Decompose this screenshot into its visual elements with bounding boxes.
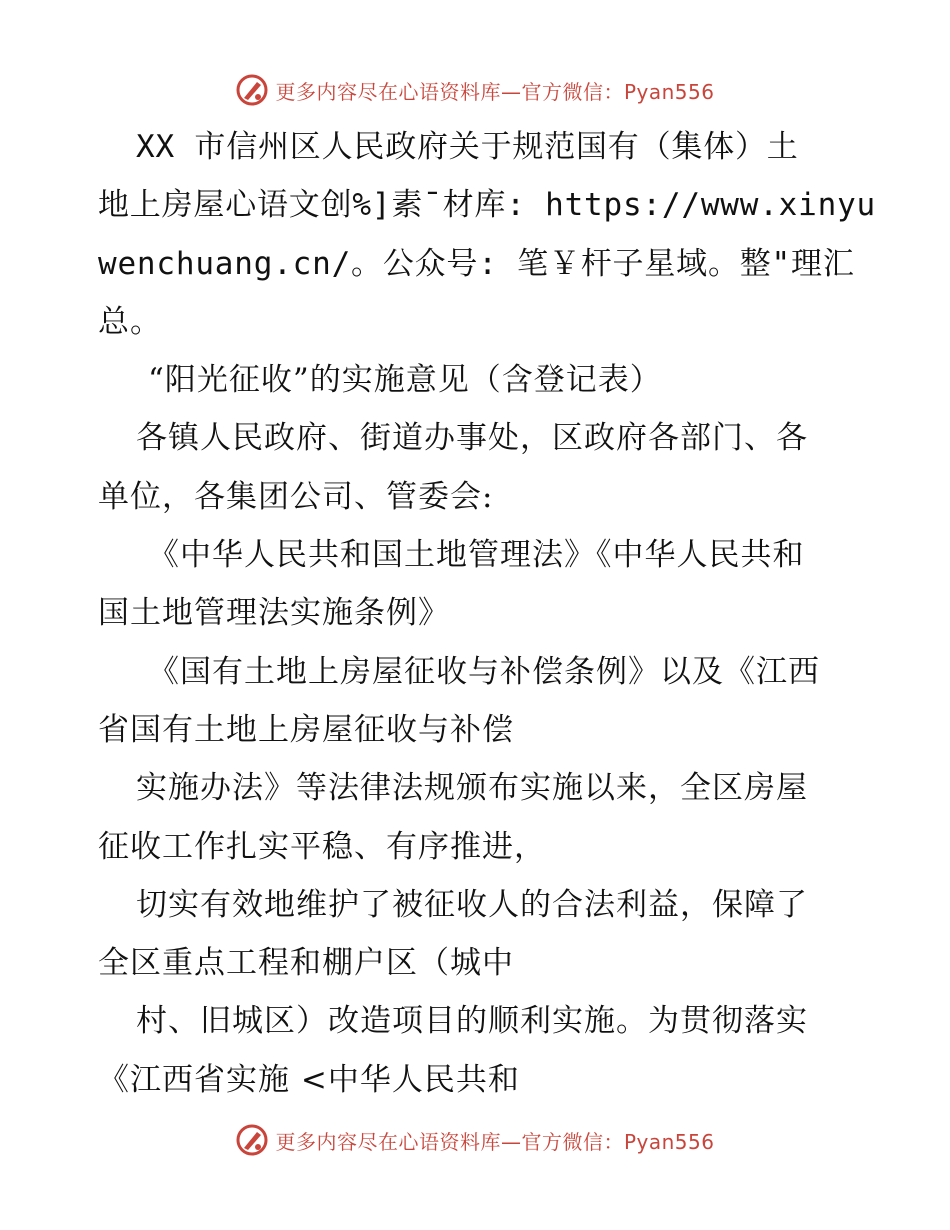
text-line-4: 总。 [98,303,162,340]
text-line-9: 国土地管理法实施条例》 [98,595,450,632]
text-line-1: XX 市信州区人民政府关于规范国有（集体）土 [136,129,799,165]
footer-banner [0,1120,950,1160]
text-line-15: 全区重点工程和棚户区（城中 [98,945,514,982]
text-line-17: 《江西省实施 <中华人民共和 [98,1061,520,1098]
text-line-5: “阳光征收”的实施意见（含登记表） [148,362,662,399]
text-line-3: wenchuang.cn/。公众号: 笔￥杆子星域。整"理汇 [98,245,855,282]
text-line-7: 单位，各集团公司、管委会: [98,478,494,515]
text-line-10: 《国有土地上房屋征收与补偿条例》以及《江西 [148,653,820,690]
document-body [98,118,876,1109]
text-line-11: 省国有土地上房屋征收与补偿 [98,711,514,748]
text-line-2: 地上房屋心语文创%]素¯材库: https://www.xinyu [98,187,876,224]
header-banner-text: 更多内容尽在心语资料库—官方微信：Pyan556 [275,79,715,104]
logo-icon [235,1123,269,1157]
footer-banner-text: 更多内容尽在心语资料库—官方微信：Pyan556 [275,1129,715,1154]
text-line-8: 《中华人民共和国土地管理法》《中华人民共和 [148,537,805,574]
text-line-6: 各镇人民政府、街道办事处，区政府各部门、各 [136,420,808,457]
text-line-16: 村、旧城区）改造项目的顺利实施。为贯彻落实 [136,1003,808,1040]
text-line-14: 切实有效地维护了被征收人的合法利益，保障了 [136,886,808,923]
text-line-13: 征收工作扎实平稳、有序推进， [98,828,546,865]
header-banner [0,70,950,110]
logo-icon [235,73,269,107]
text-line-12: 实施办法》等法律法规颁布实施以来，全区房屋 [136,770,808,807]
